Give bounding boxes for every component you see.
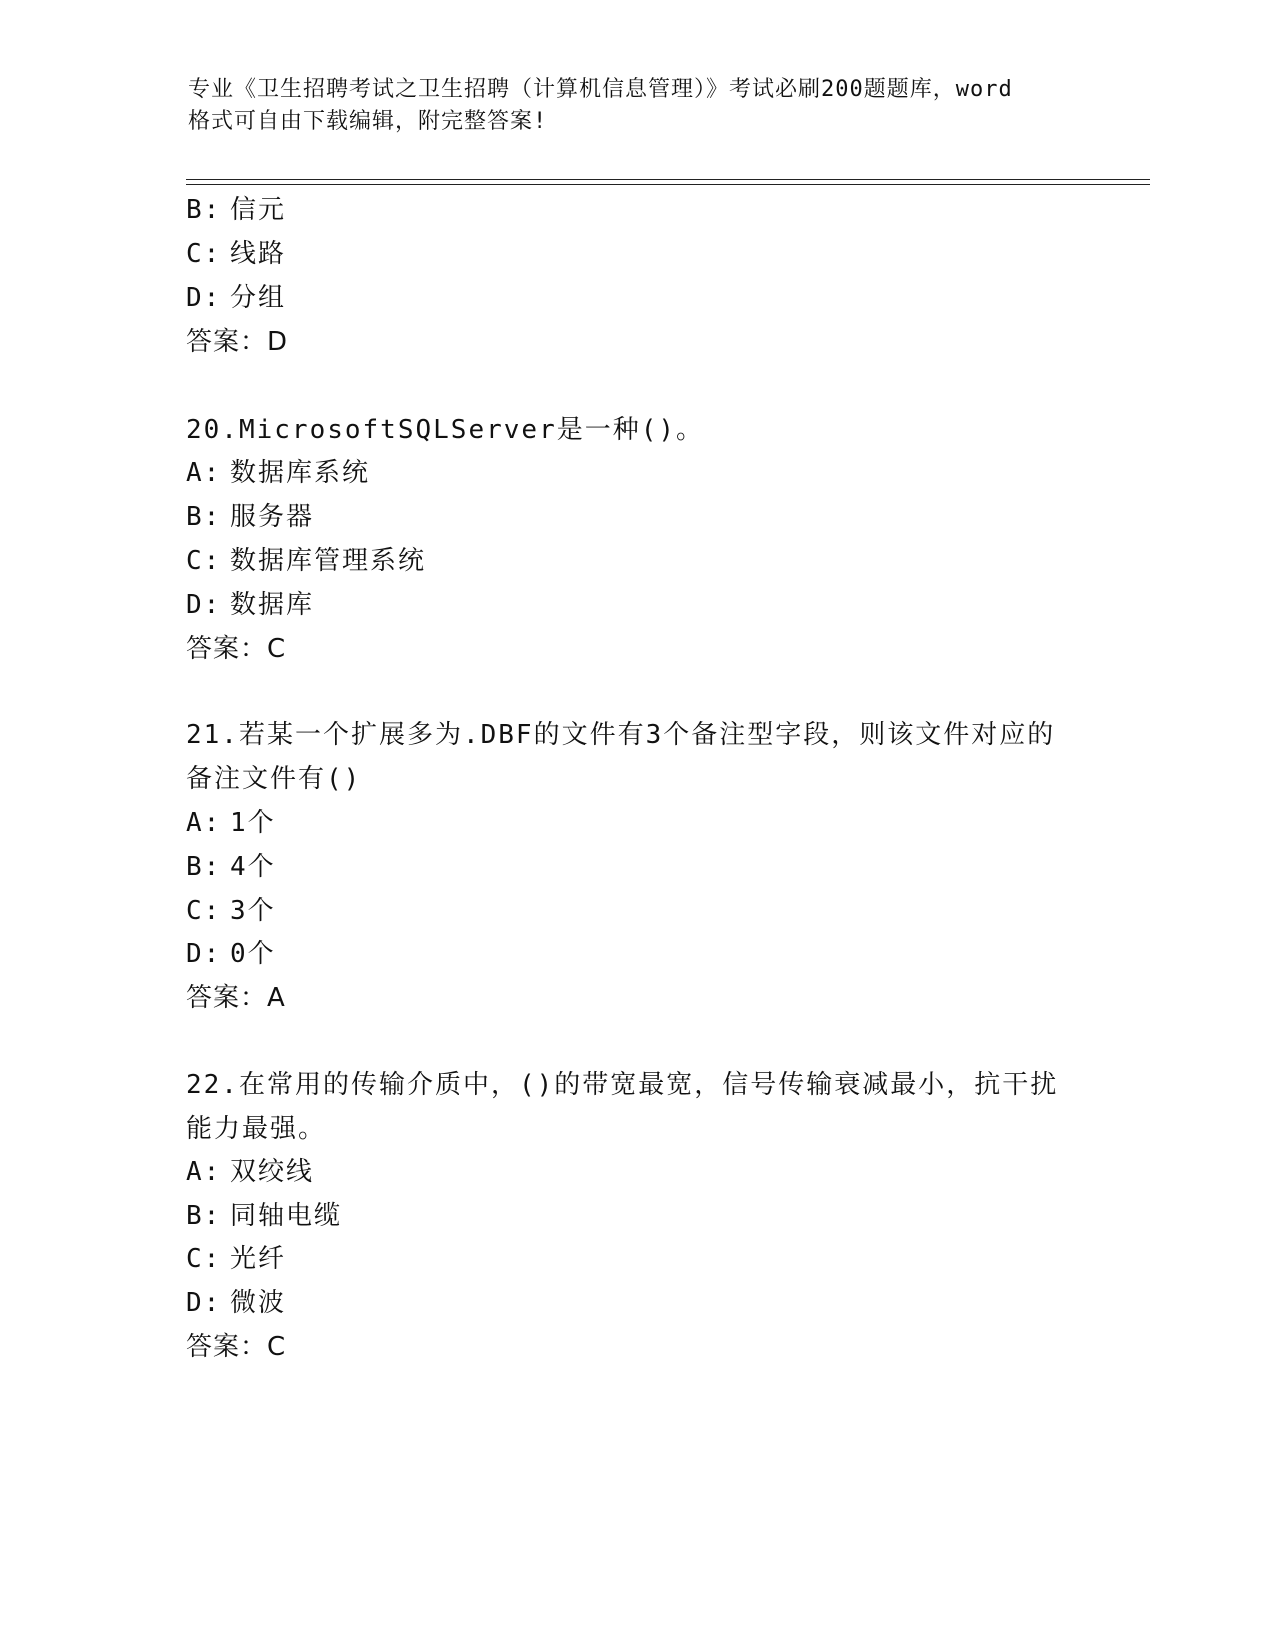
option-text: 服务器 <box>230 502 315 532</box>
q19-option-b <box>186 193 286 227</box>
option-text: 数据库系统 <box>230 458 371 488</box>
q22-option-b <box>186 1199 342 1233</box>
q21-stem-line-2: 备注文件有() <box>186 764 362 794</box>
q22-option-a <box>186 1155 314 1189</box>
option-label: D: <box>186 590 222 620</box>
option-text: 同轴电缆 <box>230 1201 343 1231</box>
q22-answer: 答案：C <box>186 1332 287 1362</box>
header-rule-top <box>186 179 1150 180</box>
option-text: 0个 <box>230 939 276 969</box>
option-label: A: <box>186 458 222 488</box>
q20-option-a <box>186 456 370 490</box>
option-label: D: <box>186 283 222 313</box>
option-text: 分组 <box>230 283 287 313</box>
q21-option-d <box>186 937 276 971</box>
option-label: B: <box>186 502 222 532</box>
q22-option-d <box>186 1286 286 1320</box>
q19-option-d <box>186 281 286 315</box>
q20-option-c <box>186 544 426 578</box>
q21-option-b <box>186 850 276 884</box>
option-label: A: <box>186 808 222 838</box>
q21-answer: 答案：A <box>186 983 286 1013</box>
q20-answer: 答案：C <box>186 634 287 664</box>
option-label: D: <box>186 939 222 969</box>
q20-option-d <box>186 588 314 622</box>
option-label: D: <box>186 1288 222 1318</box>
q21-option-c <box>186 894 276 928</box>
q21-option-a <box>186 806 276 840</box>
option-text: 微波 <box>230 1288 287 1318</box>
option-label: C: <box>186 546 222 576</box>
option-text: 双绞线 <box>230 1157 315 1187</box>
option-text: 光纤 <box>230 1244 287 1274</box>
document-header <box>188 74 1088 138</box>
option-label: B: <box>186 852 222 882</box>
q22-stem-line-2: 能力最强。 <box>186 1114 327 1144</box>
q19-answer: 答案：D <box>186 327 289 357</box>
header-rule-bottom <box>186 184 1150 185</box>
q21-stem-line-1: 21.若某一个扩展多为.DBF的文件有3个备注型字段，则该文件对应的 <box>186 720 1056 750</box>
option-label: C: <box>186 239 222 269</box>
option-label: C: <box>186 896 222 926</box>
option-text: 3个 <box>230 896 276 926</box>
option-text: 数据库管理系统 <box>230 546 427 576</box>
option-label: C: <box>186 1244 222 1274</box>
option-text: 数据库 <box>230 590 315 620</box>
option-text: 线路 <box>230 239 287 269</box>
q19-option-c <box>186 237 286 271</box>
option-label: B: <box>186 195 222 225</box>
q20-stem: 20.MicrosoftSQLServer是一种()。 <box>186 415 705 445</box>
q20-option-b <box>186 500 314 534</box>
option-text: 4个 <box>230 852 276 882</box>
q22-stem-line-1: 22.在常用的传输介质中，()的带宽最宽，信号传输衰减最小，抗干扰 <box>186 1070 1059 1100</box>
option-label: A: <box>186 1157 222 1187</box>
option-text: 1个 <box>230 808 276 838</box>
header-line-2: 格式可自由下载编辑，附完整答案! <box>188 109 548 134</box>
q22-option-c <box>186 1242 286 1276</box>
header-line-1: 专业《卫生招聘考试之卫生招聘（计算机信息管理）》考试必刷200题题库，word <box>188 77 1013 102</box>
option-label: B: <box>186 1201 222 1231</box>
option-text: 信元 <box>230 195 287 225</box>
